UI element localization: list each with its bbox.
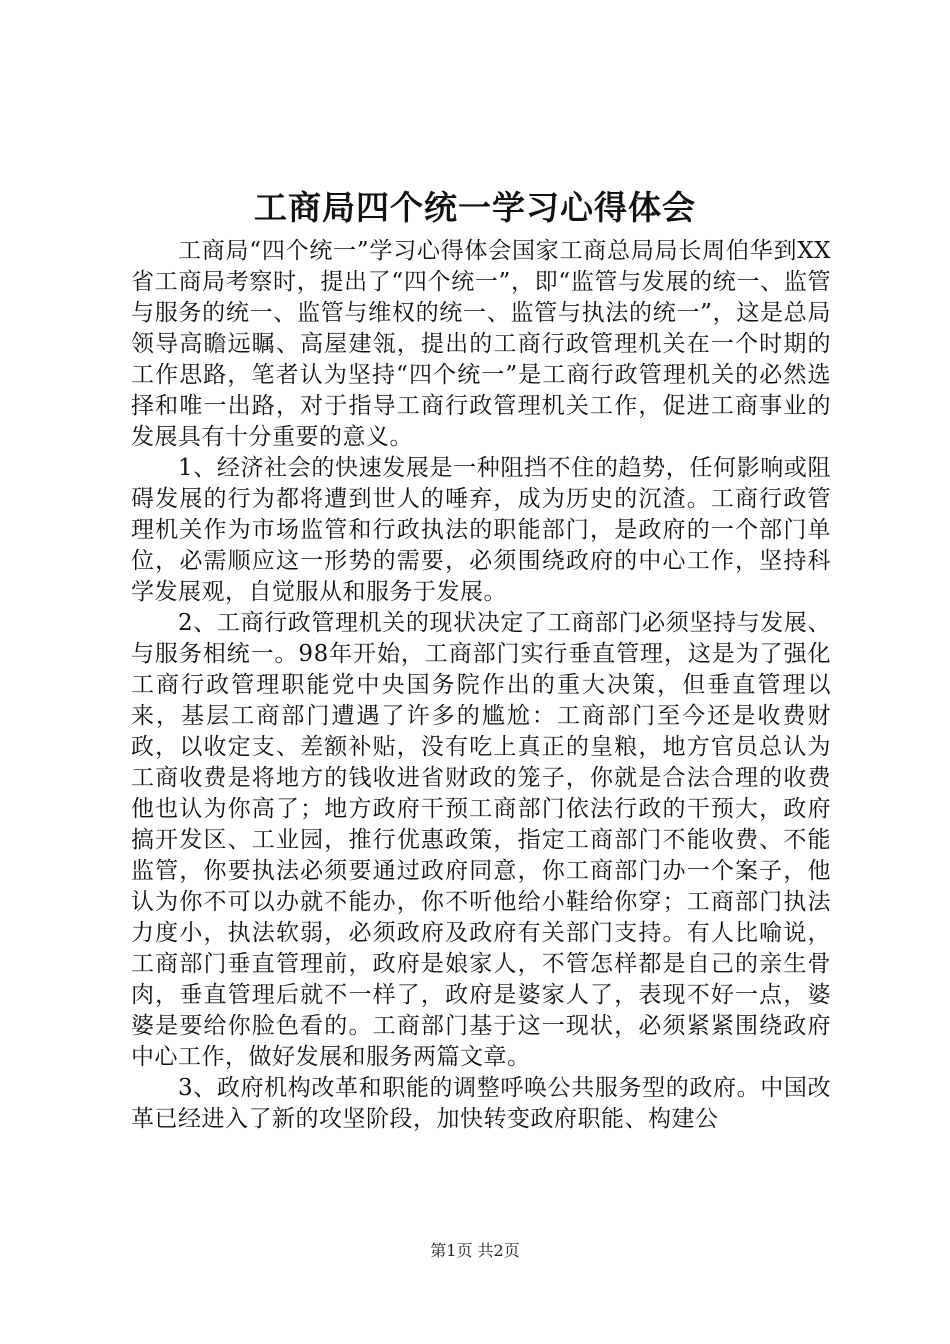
paragraph-1: 1、经济社会的快速发展是一种阻挡不住的趋势，任何影响或阻碍发展的行为都将遭到世人的唾弃，成为历史的沉渣。工商行政管理机关作为市场监管和行政执法的职能部门，是政府的一个部门单位，必需顺应这一形势的需要，必须围绕政府的中心工作，坚持科学发展观，自觉服从和服务于发展。	[131, 455, 831, 605]
document-title: 工商局四个统一学习心得体会	[254, 188, 696, 227]
paragraph-2: 2、工商行政管理机关的现状决定了工商部门必须坚持与发展、与服务相统一。98年开始，工商部门实行垂直管理，这是为了强化工商行政管理职能党中央国务院作出的重大决策，但垂直管理以来，基层工商部门遭遇了许多的尴尬：工商部门至今还是收费财政，以收定支、差额补贴，没有吃上真正的皇粮，地方官员总认为工商收费是将地方的钱收进省财政的笼子，你就是合法合理的收费他也认为你高了；地方政府干预工商部门依法行政的干预大，政府搞开发区、工业园，推行优惠政策，指定工商部门不能收费、不能监管，你要执法必须要通过政府同意，你工商部门办一个案子，他认为你不可以办就不能办，你不听他给小鞋给你穿；工商部门执法力度小，执法软弱，必须政府及政府有关部门支持。有人比喻说，工商部门垂直管理前，政府是娘家人，不管怎样都是自己的亲生骨肉，垂直管理后就不一样了，政府是婆家人了，表现不好一点，婆婆是要给你脸色看的。工商部门基于这一现状，必须紧紧围绕政府中心工作，做好发展和服务两篇文章。	[131, 610, 831, 1070]
page-footer: 第1页 共2页	[430, 1241, 520, 1260]
paragraph-intro: 工商局“四个统一”学习心得体会国家工商总局局长周伯华到XX省工商局考察时，提出了“四个统一”，即“监管与发展的统一、监管与服务的统一、监管与维权的统一、监管与执法的统一”，这是总局领导高瞻远瞩、高屋建瓴，提出的工商行政管理机关在一个时期的工作思路，笔者认为坚持“四个统一”是工商行政管理机关的必然选择和唯一出路，对于指导工商行政管理机关工作，促进工商事业的发展具有十分重要的意义。	[131, 238, 831, 450]
document-body	[131, 236, 831, 1135]
paragraph-3: 3、政府机构改革和职能的调整呼唤公共服务型的政府。中国改革已经进入了新的攻坚阶段，加快转变政府职能、构建公	[131, 1075, 831, 1132]
